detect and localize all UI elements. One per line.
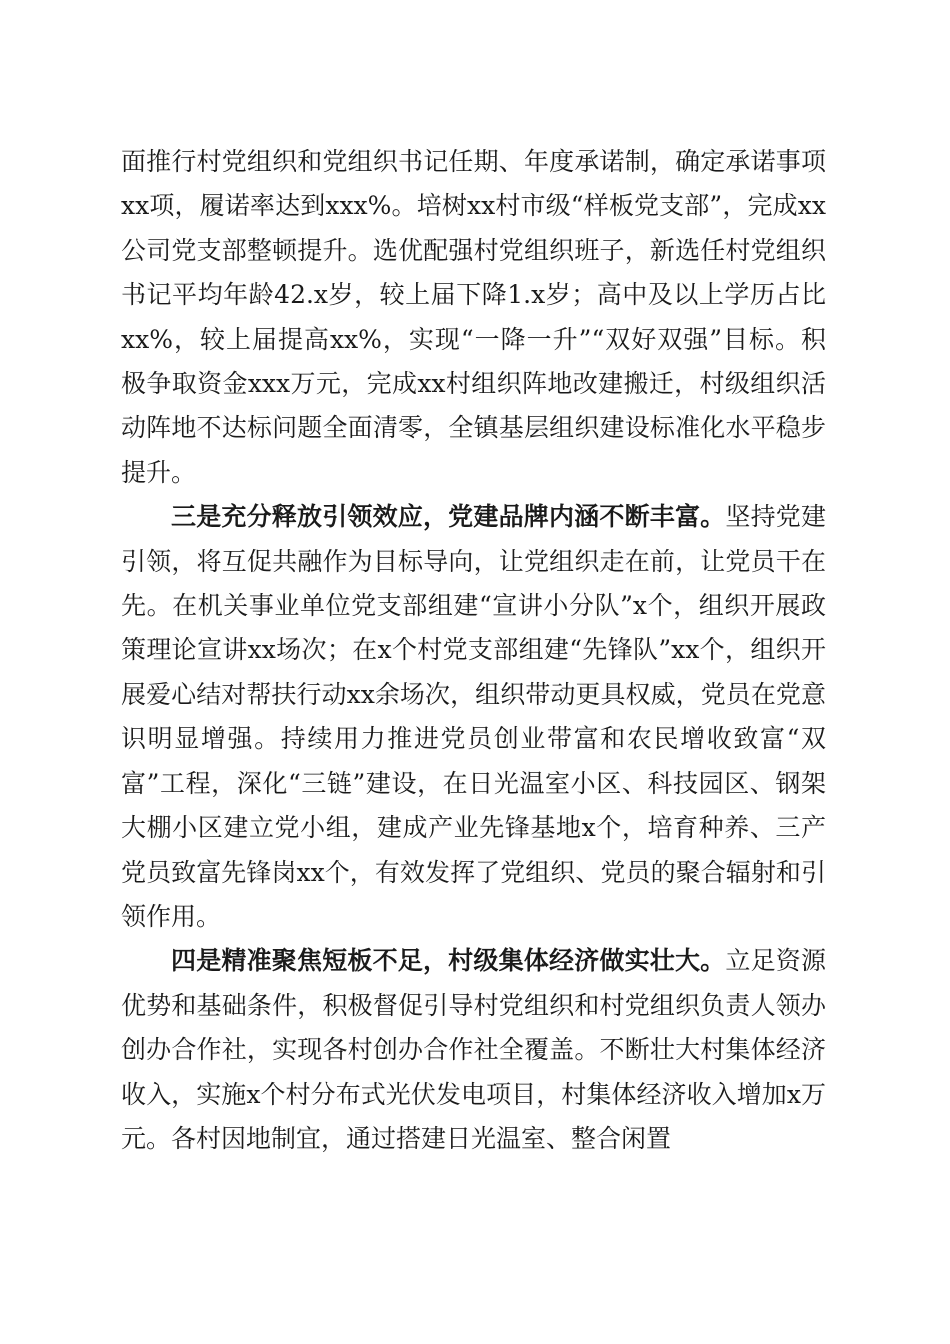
paragraph-2 [121,495,826,939]
paragraph-3-body: 立足资源优势和基础条件，积极督促引导村党组织和村党组织负责人领办创办合作社，实现各村创办合作社全覆盖。不断壮大村集体经济收入，实施x个村分布式光伏发电项目，村集体经济收入增加x万元。各村因地制宜，通过搭建日光温室、整合闲置 [121,946,826,1153]
document-body [121,140,826,1161]
paragraph-2-body: 坚持党建引领，将互促共融作为目标导向，让党组织走在前，让党员干在先。在机关事业单位党支部组建“宣讲小分队”x个，组织开展政策理论宣讲xx场次；在x个村党支部组建“先锋队”xx个，组织开展爱心结对帮扶行动xx余场次，组织带动更具权威，党员在党意识明显增强。持续用力推进党员创业带富和农民增收致富“双富”工程，深化“三链”建设，在日光温室小区、科技园区、钢架大棚小区建立党小组，建成产业先锋基地x个，培育种养、三产党员致富先锋岗xx个，有效发挥了党组织、党员的聚合辐射和引领作用。 [121,502,826,931]
paragraph-3-lead: 四是精准聚焦短板不足，村级集体经济做实壮大。 [171,946,726,976]
paragraph-1 [121,140,826,495]
paragraph-1-body: 面推行村党组织和党组织书记任期、年度承诺制，确定承诺事项xx项，履诺率达到xxx%。培树xx村市级“样板党支部”，完成xx公司党支部整顿提升。选优配强村党组织班子，新选任村党组织书记平均年龄42.x岁，较上届下降1.x岁；高中及以上学历占比xx%，较上届提高xx%，实现“一降一升”“双好双强”目标。积极争取资金xxx万元，完成xx村组织阵地改建搬迁，村级组织活动阵地不达标问题全面清零，全镇基层组织建设标准化水平稳步提升。 [121,147,826,487]
paragraph-2-lead: 三是充分释放引领效应，党建品牌内涵不断丰富。 [171,502,726,532]
paragraph-3 [121,939,826,1161]
